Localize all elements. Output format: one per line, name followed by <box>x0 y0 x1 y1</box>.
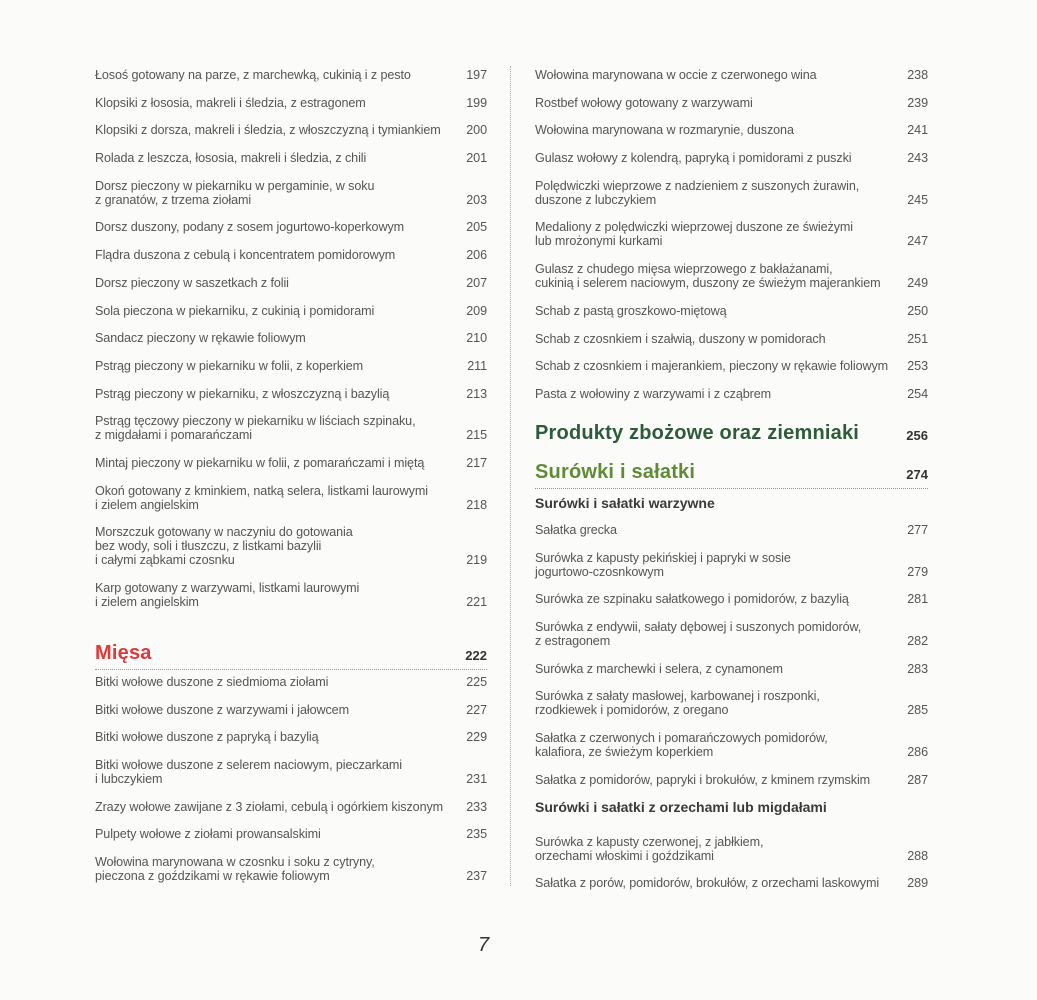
toc-entry[interactable] <box>95 827 487 855</box>
entry-page: 231 <box>466 772 487 787</box>
toc-entry[interactable] <box>535 68 928 96</box>
subsection-title: Surówki i sałatki warzywne <box>535 495 715 511</box>
toc-section-salads <box>535 460 928 904</box>
entry-page: 210 <box>466 331 487 346</box>
entry-page: 219 <box>466 553 487 568</box>
toc-entry[interactable] <box>535 123 928 151</box>
section-title: Surówki i sałatki <box>535 461 696 483</box>
entry-title: Łosoś gotowany na parze, z marchewką, cukinią i z pesto <box>95 68 411 82</box>
entry-page: 245 <box>907 192 928 207</box>
entry-page: 251 <box>907 331 928 346</box>
entry-title: Bitki wołowe duszone z papryką i bazylią <box>95 730 319 745</box>
dotted-rule <box>535 488 928 489</box>
section-title: Produkty zbożowe oraz ziemniaki <box>535 422 860 444</box>
toc-entry[interactable] <box>95 123 487 151</box>
toc-entry[interactable] <box>535 304 928 332</box>
entry-title: Mintaj pieczony w piekarniku w folii, z pomarańczami i miętą <box>95 455 425 470</box>
entry-page: 279 <box>907 564 928 579</box>
toc-entry[interactable] <box>95 855 487 897</box>
entry-page: 287 <box>907 772 928 787</box>
entry-title: Surówka z kapusty czerwonej, z jabłkiem, orzechami włoskimi i goździkami <box>535 834 764 863</box>
entry-page: 225 <box>466 675 487 689</box>
entry-page: 199 <box>466 95 487 110</box>
entry-page: 241 <box>907 123 928 138</box>
subsection-title: Surówki i sałatki z orzechami lub migdałami <box>535 798 827 815</box>
entry-title: Sałatka grecka <box>535 523 617 537</box>
entry-title: Dorsz pieczony w saszetkach z folii <box>95 275 289 290</box>
entry-page: 247 <box>907 234 928 249</box>
entry-page: 211 <box>467 358 487 373</box>
entry-page: 254 <box>907 386 928 401</box>
toc-entry[interactable] <box>95 96 487 124</box>
entry-title: Bitki wołowe duszone z warzywami i jałowcem <box>95 702 349 717</box>
entry-title: Sałatka z porów, pomidorów, brokułów, z orzechami laskowymi <box>535 876 880 891</box>
toc-entry[interactable] <box>535 662 928 690</box>
toc-entry[interactable] <box>95 387 487 415</box>
entry-title: Sałatka z pomidorów, papryki i brokułów, z kminem rzymskim <box>535 772 871 787</box>
entry-title: Karp gotowany z warzywami, listkami laurowymi i zielem angielskim <box>95 581 360 609</box>
entry-title: Pulpety wołowe z ziołami prowansalskimi <box>95 827 321 842</box>
column-divider <box>510 66 511 886</box>
toc-entry[interactable] <box>95 248 487 276</box>
section-heading[interactable] <box>535 421 928 445</box>
entry-title: Dorsz duszony, podany z sosem jogurtowo-koperkowym <box>95 220 405 235</box>
entry-page: 221 <box>466 595 487 609</box>
entry-page: 206 <box>466 248 487 263</box>
entry-title: Surówka z marchewki i selera, z cynamonem <box>535 661 783 676</box>
entry-page: 203 <box>466 192 487 207</box>
entry-title: Pstrąg pieczony w piekarniku, z włoszczyzną i bazylią <box>95 386 390 401</box>
toc-entry[interactable] <box>95 414 487 456</box>
toc-entry[interactable] <box>535 262 928 304</box>
entry-page: 249 <box>907 276 928 291</box>
toc-meat-continued <box>535 68 928 415</box>
entry-title: Pstrąg tęczowy pieczony w piekarniku w liściach szpinaku, z migdałami i pomarańczami <box>95 414 416 443</box>
entry-title: Medaliony z polędwiczki wieprzowej duszone ze świeżymi lub mrożonymi kurkami <box>535 220 853 249</box>
toc-entry[interactable] <box>535 876 928 904</box>
toc-entry[interactable] <box>535 835 928 877</box>
entry-title: Surówka z endywii, sałaty dębowej i suszonych pomidorów, z estragonem <box>535 620 862 649</box>
entry-title: Klopsiki z łososia, makreli i śledzia, z estragonem <box>95 95 366 110</box>
toc-entry[interactable] <box>535 96 928 124</box>
toc-section-grain <box>535 421 928 445</box>
toc-entry[interactable] <box>95 758 487 800</box>
entry-page: 282 <box>907 634 928 649</box>
entry-title: Pstrąg pieczony w piekarniku w folii, z koperkiem <box>95 358 364 373</box>
entry-title: Zrazy wołowe zawijane z 3 ziołami, cebulą i ogórkiem kiszonym <box>95 799 444 814</box>
toc-entry[interactable] <box>535 387 928 415</box>
toc-entry[interactable] <box>95 456 487 484</box>
entry-title: Sola pieczona w piekarniku, z cukinią i pomidorami <box>95 303 375 318</box>
entry-title: Schab z czosnkiem i szałwią, duszony w pomidorach <box>535 331 826 346</box>
entry-page: 283 <box>907 661 928 676</box>
toc-entry[interactable] <box>95 525 487 581</box>
entry-title: Bitki wołowe duszone z selerem naciowym, pieczarkami i lubczykiem <box>95 758 402 787</box>
entry-title: Pasta z wołowiny z warzywami i z cząbrem <box>535 386 772 401</box>
toc-fish-continued <box>95 68 487 623</box>
toc-entry[interactable] <box>95 675 487 703</box>
dotted-rule <box>95 669 487 670</box>
entry-page: 235 <box>466 827 487 842</box>
entry-page: 207 <box>466 275 487 290</box>
toc-entry[interactable] <box>535 592 928 620</box>
toc-entry[interactable] <box>535 179 928 221</box>
entry-title: Sandacz pieczony w rękawie foliowym <box>95 331 306 346</box>
entry-page: 250 <box>907 303 928 318</box>
toc-entry[interactable] <box>535 332 928 360</box>
entry-title: Rostbef wołowy gotowany z warzywami <box>535 95 753 110</box>
entry-title: Okoń gotowany z kminkiem, natką selera, listkami laurowymi i zielem angielskim <box>95 483 428 512</box>
entry-page: 238 <box>907 68 928 82</box>
toc-entry[interactable] <box>535 151 928 179</box>
toc-entry[interactable] <box>535 523 928 551</box>
entry-title: Rolada z leszcza, łososia, makreli i śledzia, z chili <box>95 151 367 166</box>
toc-entry[interactable] <box>95 730 487 758</box>
toc-entry[interactable] <box>95 304 487 332</box>
section-page: 222 <box>465 648 487 663</box>
toc-entry[interactable] <box>535 773 928 801</box>
entry-title: Surówka ze szpinaku sałatkowego i pomidorów, z bazylią <box>535 592 849 607</box>
toc-entry[interactable] <box>95 800 487 828</box>
entry-page: 233 <box>466 799 487 814</box>
toc-entry[interactable] <box>95 276 487 304</box>
toc-entry[interactable] <box>95 484 487 526</box>
entry-page: 200 <box>466 123 487 138</box>
entry-page: 197 <box>466 68 487 82</box>
toc-entry[interactable] <box>535 359 928 387</box>
entry-title: Dorsz pieczony w piekarniku w pergaminie, w soku z granatów, z trzema ziołami <box>95 178 375 207</box>
toc-entry[interactable] <box>95 220 487 248</box>
entry-title: Schab z pastą groszkowo-miętową <box>535 303 727 318</box>
entry-page: 288 <box>907 848 928 863</box>
page-number: 7 <box>478 934 490 956</box>
toc-entry[interactable] <box>95 331 487 359</box>
entry-page: 237 <box>466 869 487 884</box>
toc-entry[interactable] <box>535 689 928 731</box>
entry-page: 205 <box>466 220 487 235</box>
toc-entry[interactable] <box>95 581 487 623</box>
entry-page: 253 <box>907 359 928 374</box>
entry-title: Surówka z kapusty pekińskiej i papryki w sosie jogurtowo-czosnkowym <box>535 550 791 579</box>
toc-entry[interactable] <box>95 359 487 387</box>
toc-entry[interactable] <box>535 620 928 662</box>
entry-page: 217 <box>466 455 487 470</box>
toc-entry[interactable] <box>95 151 487 179</box>
entry-page: 227 <box>466 702 487 717</box>
entry-page: 201 <box>466 151 487 166</box>
toc-entry[interactable] <box>535 731 928 773</box>
entry-title: Sałatka z czerwonych i pomarańczowych pomidorów, kalafiora, ze świeżym koperkiem <box>535 731 828 760</box>
entry-page: 289 <box>907 876 928 891</box>
entry-title: Surówka z sałaty masłowej, karbowanej i roszponki, rzodkiewek i pomidorów, z oregano <box>535 689 820 718</box>
entry-title: Schab z czosnkiem i majerankiem, pieczony w rękawie foliowym <box>535 359 889 374</box>
entry-title: Wołowina marynowana w occie z czerwonego wina <box>535 68 817 82</box>
entry-title: Wołowina marynowana w rozmarynie, duszona <box>535 123 794 138</box>
entry-page: 213 <box>466 386 487 401</box>
toc-entry[interactable] <box>95 703 487 731</box>
entry-title: Morszczuk gotowany w naczyniu do gotowania bez wody, soli i tłuszczu, z listkami bazylii i całymi ząbkami czosnku <box>95 525 353 568</box>
entry-page: 218 <box>466 497 487 512</box>
entry-title: Gulasz wołowy z kolendrą, papryką i pomidorami z puszki <box>535 151 852 166</box>
entry-title: Bitki wołowe duszone z siedmioma ziołami <box>95 675 329 689</box>
toc-entry[interactable] <box>95 179 487 221</box>
entry-page: 281 <box>907 592 928 607</box>
entry-page: 209 <box>466 303 487 318</box>
entry-page: 277 <box>907 523 928 537</box>
toc-entry[interactable] <box>535 551 928 593</box>
entry-title: Polędwiczki wieprzowe z nadzieniem z suszonych żurawin, duszone z lubczykiem <box>535 178 860 207</box>
entry-page: 229 <box>466 730 487 745</box>
entry-title: Wołowina marynowana w czosnku i soku z cytryny, pieczona z goździkami w rękawie foliowym <box>95 855 375 884</box>
entry-page: 239 <box>907 95 928 110</box>
entry-title: Klopsiki z dorsza, makreli i śledzia, z włoszczyzną i tymiankiem <box>95 123 441 138</box>
entry-page: 285 <box>907 703 928 718</box>
toc-section-meat <box>95 641 487 897</box>
entry-page: 215 <box>466 428 487 443</box>
entry-page: 286 <box>907 745 928 760</box>
section-page: 256 <box>906 428 928 443</box>
entry-title: Gulasz z chudego mięsa wieprzowego z bakłażanami, cukinią i selerem naciowym, duszony ze świeżym majerankiem <box>535 262 881 291</box>
section-title: Mięsa <box>95 642 152 664</box>
entry-title: Flądra duszona z cebulą i koncentratem pomidorowym <box>95 248 396 263</box>
toc-entry[interactable] <box>535 220 928 262</box>
entry-page: 243 <box>907 151 928 166</box>
section-heading[interactable] <box>95 641 487 665</box>
section-heading[interactable] <box>535 460 928 484</box>
toc-entry[interactable] <box>95 68 487 96</box>
section-page: 274 <box>906 467 928 482</box>
